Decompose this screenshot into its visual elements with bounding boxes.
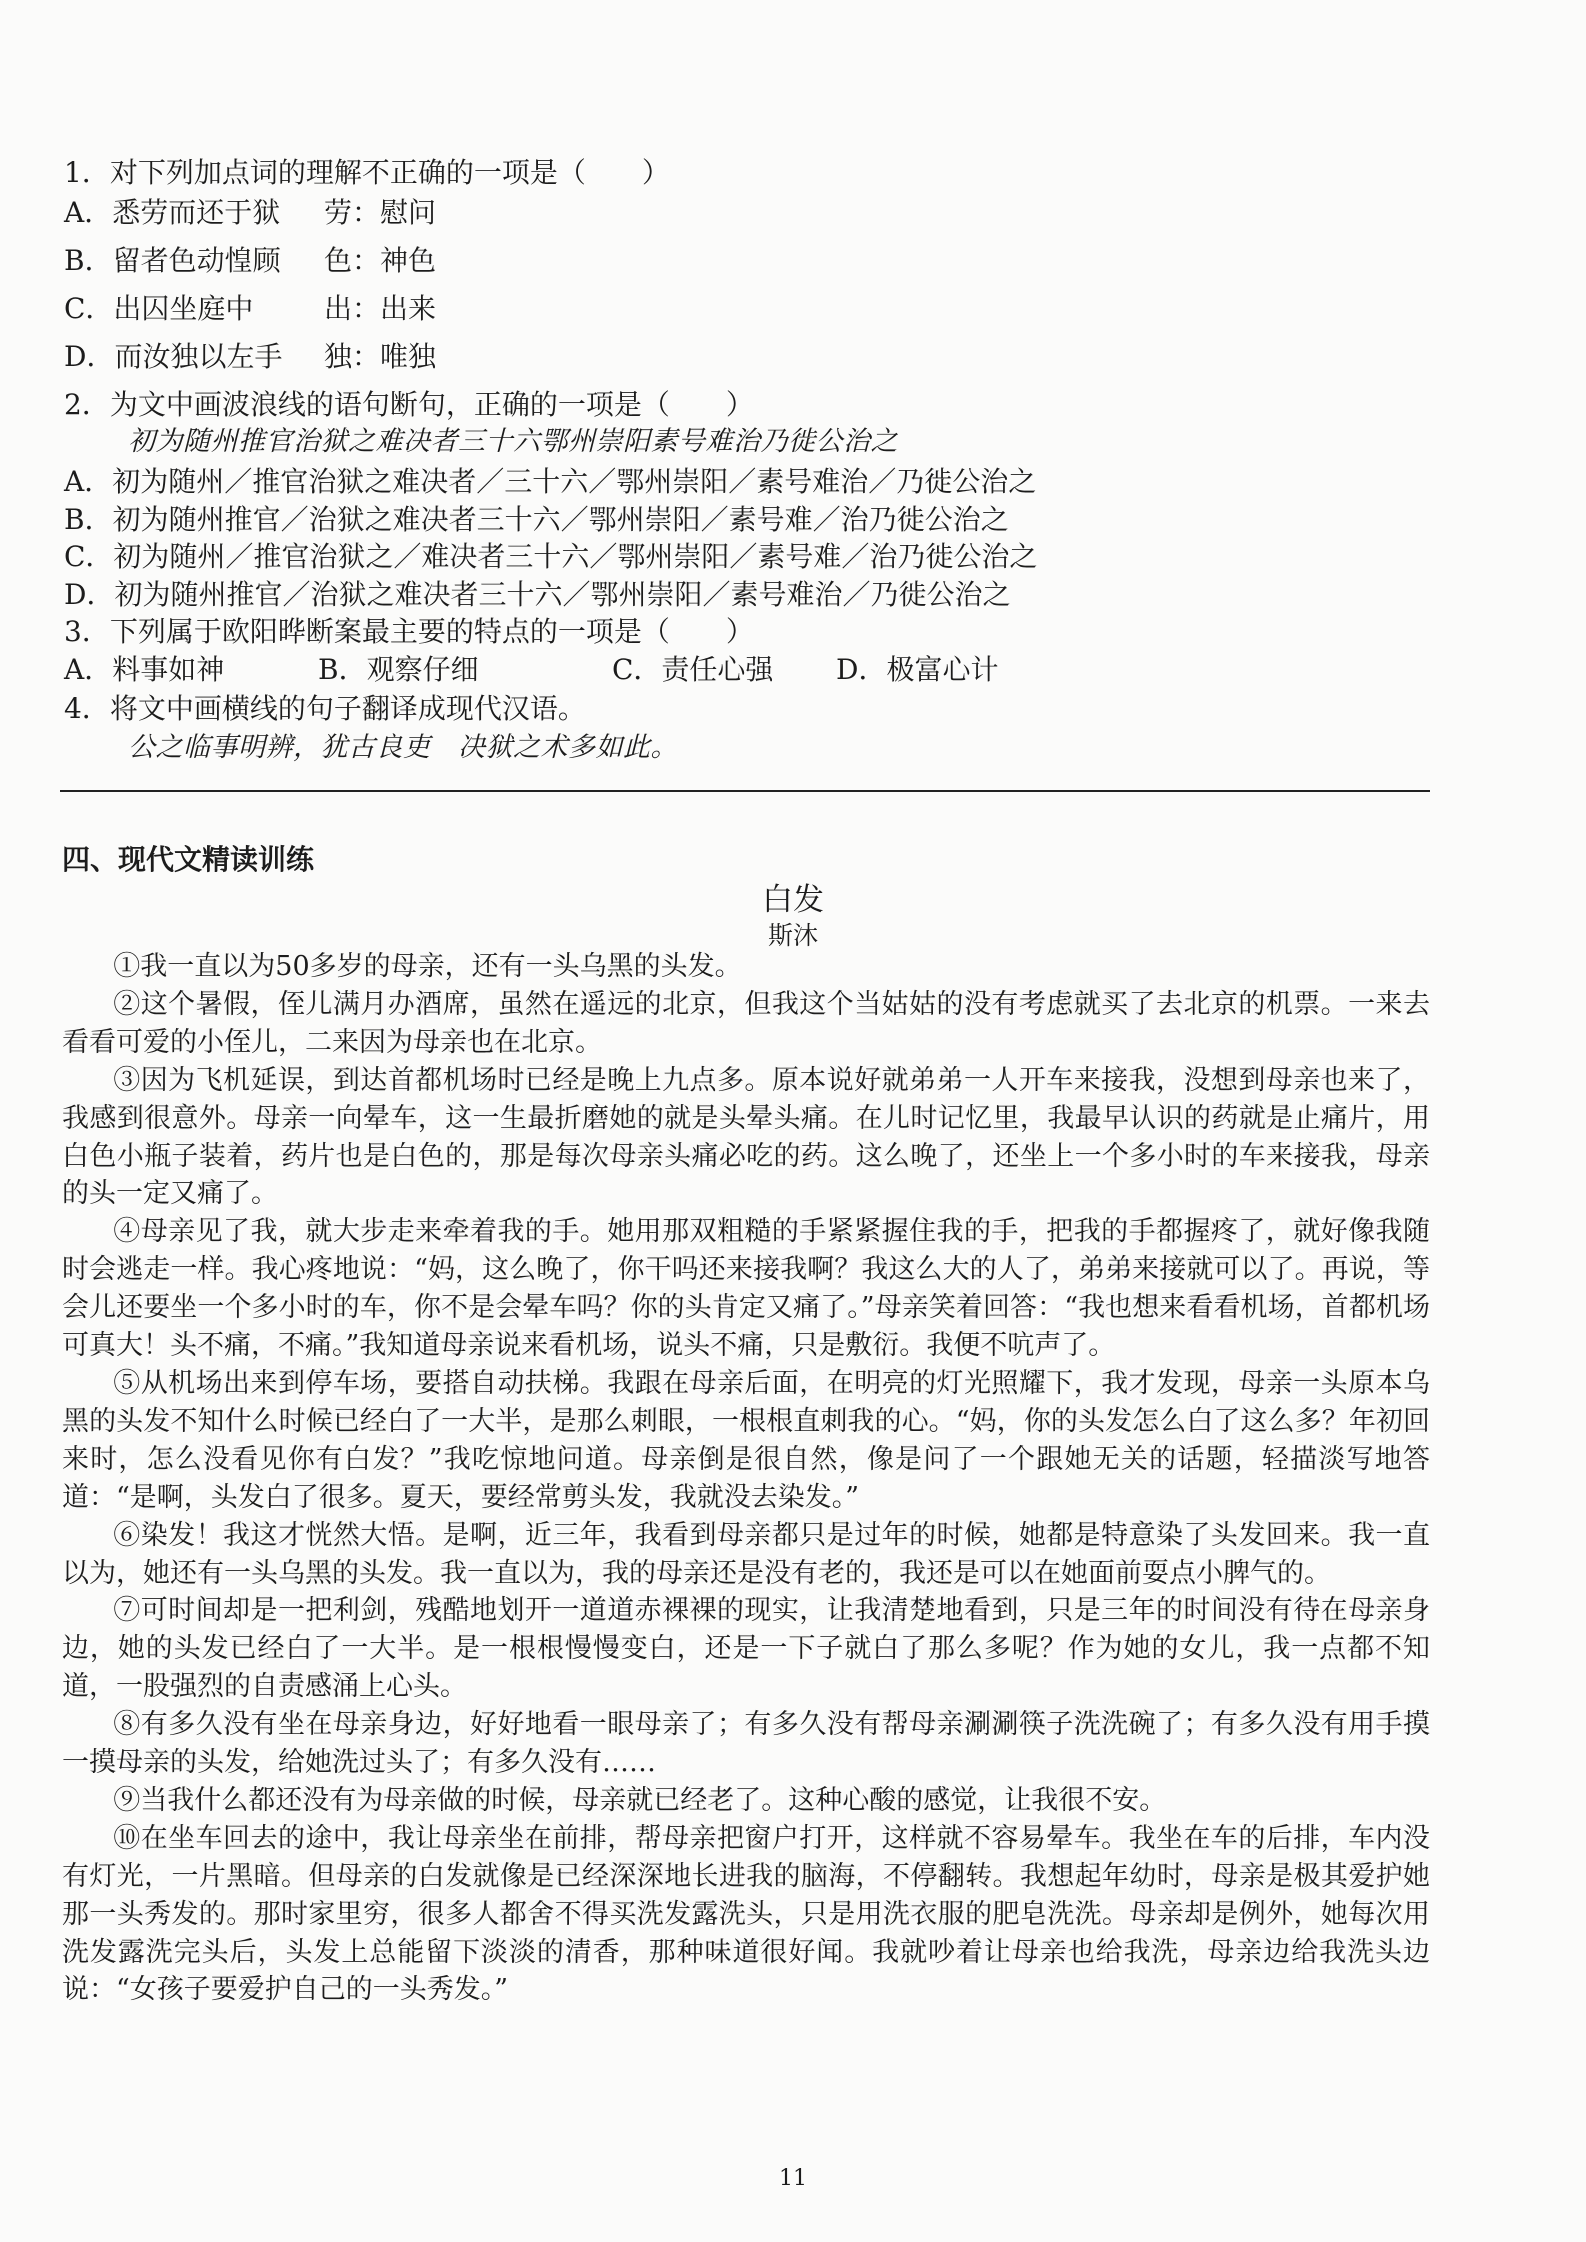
q3-option-b: B．观察仔细 (318, 653, 479, 686)
paragraph: ⑩在坐车回去的途中，我让母亲坐在前排，帮母亲把窗户打开，这样就不容易晕车。我坐在车的后排，车内没有灯光，一片黑暗。但母亲的白发就像是已经深深地长进我的脑海，不停翻转。我想起年幼时，母亲是极其爱护她那一头秀发的。那时家里穷，很多人都舍不得买洗发露洗头，只是用洗衣服的肥皂洗洗。母亲却是例外，她每次用洗发露洗完头后，头发上总能留下淡淡的清香，那种味道很好闻。我就吵着让母亲也给我洗，母亲边给我洗头边说：“女孩子要爱护自己的一头秀发。” (62, 1822, 1430, 2006)
option-term: A．悉劳而还于狱 (64, 196, 281, 229)
article-author: 斯沐 (767, 921, 818, 950)
q2-stem: 2．为文中画波浪线的语句断句，正确的一项是（ ） (64, 388, 754, 421)
paragraph: ③因为飞机延误，到达首都机场时已经是晚上九点多。原本说好就弟弟一人开车来接我，没想到母亲也来了，我感到很意外。母亲一向晕车，这一生最折磨她的就是头晕头痛。在儿时记忆里，我最早认识的药就是止痛片，用白色小瓶子装着，药片也是白色的，那是每次母亲头痛必吃的药。这么晚了，还坐上一个多小时的车来接我，母亲的头一定又痛了。 (62, 1064, 1430, 1210)
q2-option-a: A．初为随州／推官治狱之难决者／三十六／鄂州崇阳／素号难治／乃徙公治之 (64, 465, 1037, 498)
option-gloss: 劳：慰问 (324, 196, 437, 229)
q1-option-a (64, 196, 436, 230)
section-divider (60, 790, 1430, 792)
paragraph: ⑤从机场出来到停车场，要搭自动扶梯。我跟在母亲后面，在明亮的灯光照耀下，我才发现，母亲一头原本乌黑的头发不知什么时候已经白了一大半，是那么刺眼，一根根直刺我的心。“妈，你的头发怎么白了这么多？年初回来时，怎么没看见你有白发？”我吃惊地问道。母亲倒是很自然，像是问了一个跟她无关的话题，轻描淡写地答道：“是啊，头发白了很多。夏天，要经常剪头发，我就没去染发。” (62, 1367, 1430, 1513)
option-term: B．留者色动惶顾 (64, 244, 281, 277)
q3-option-d: D．极富心计 (836, 653, 999, 686)
option-term: C．出囚坐庭中 (64, 292, 254, 325)
option-gloss: 独：唯独 (324, 340, 437, 373)
q3-option-a: A．料事如神 (64, 653, 225, 686)
article-body (62, 948, 1430, 2009)
paragraph: ②这个暑假，侄儿满月办酒席，虽然在遥远的北京，但我这个当姑姑的没有考虑就买了去北京的机票。一来去看看可爱的小侄儿，二来因为母亲也在北京。 (62, 988, 1430, 1058)
q4-stem: 4．将文中画横线的句子翻译成现代汉语。 (64, 692, 586, 725)
paragraph: ④母亲见了我，就大步走来牵着我的手。她用那双粗糙的手紧紧握住我的手，把我的手都握疼了，就好像我随时会逃走一样。我心疼地说：“妈，这么晚了，你干吗还来接我啊？我这么大的人了，弟弟来接就可以了。再说，等会儿还要坐一个多小时的车，你不是会晕车吗？你的头肯定又痛了。”母亲笑着回答：“我也想来看看机场，首都机场可真大！头不痛，不痛。”我知道母亲说来看机场，说头不痛，只是敷衍。我便不吭声了。 (62, 1216, 1430, 1362)
q4-sentence: 公之临事明辨，犹古良吏 决狱之术多如此。 (128, 732, 678, 763)
q2-option-d: D．初为随州推官／治狱之难决者三十六／鄂州崇阳／素号难治／乃徙公治之 (64, 578, 1011, 611)
option-gloss: 出：出来 (324, 292, 437, 325)
paragraph: ⑥染发！我这才恍然大悟。是啊，近三年，我看到母亲都只是过年的时候，她都是特意染了头发回来。我一直以为，她还有一头乌黑的头发。我一直以为，我的母亲还是没有老的，我还是可以在她面前耍点小脾气的。 (62, 1519, 1430, 1589)
paragraph: ⑨当我什么都还没有为母亲做的时候，母亲就已经老了。这种心酸的感觉，让我很不安。 (113, 1784, 1167, 1816)
q3-stem: 3．下列属于欧阳晔断案最主要的特点的一项是（ ） (64, 615, 754, 648)
section-heading: 四、现代文精读训练 (62, 843, 315, 876)
option-term: D．而汝独以左手 (64, 340, 283, 373)
q1-option-b (64, 244, 436, 278)
q1-option-c (64, 292, 436, 326)
paragraph: ⑧有多久没有坐在母亲身边，好好地看一眼母亲了；有多久没有帮母亲涮涮筷子洗洗碗了；有多久没有用手摸一摸母亲的头发，给她洗过头了；有多久没有…… (62, 1709, 1430, 1779)
q2-option-c: C．初为随州／推官治狱之／难决者三十六／鄂州崇阳／素号难／治乃徙公治之 (64, 540, 1038, 573)
paragraph: ⑦可时间却是一把利剑，残酷地划开一道道赤裸裸的现实，让我清楚地看到，只是三年的时间没有待在母亲身边，她的头发已经白了一大半。是一根根慢慢变白，还是一下子就白了那么多呢？作为她的女儿，我一点都不知道，一股强烈的自责感涌上心头。 (62, 1595, 1430, 1703)
q1-option-d (64, 340, 436, 374)
q2-sentence: 初为随州推官治狱之难决者三十六鄂州崇阳素号难治乃徙公治之 (128, 426, 898, 457)
page-number: 11 (779, 2166, 807, 2191)
option-gloss: 色：神色 (324, 244, 437, 277)
q1-stem: 1．对下列加点词的理解不正确的一项是（ ） (64, 156, 670, 189)
article-title: 白发 (762, 882, 824, 918)
q3-option-c: C．责任心强 (612, 653, 774, 686)
paragraph: ①我一直以为50多岁的母亲，还有一头乌黑的头发。 (113, 951, 742, 982)
q2-option-b: B．初为随州推官／治狱之难决者三十六／鄂州崇阳／素号难／治乃徙公治之 (64, 503, 1009, 536)
